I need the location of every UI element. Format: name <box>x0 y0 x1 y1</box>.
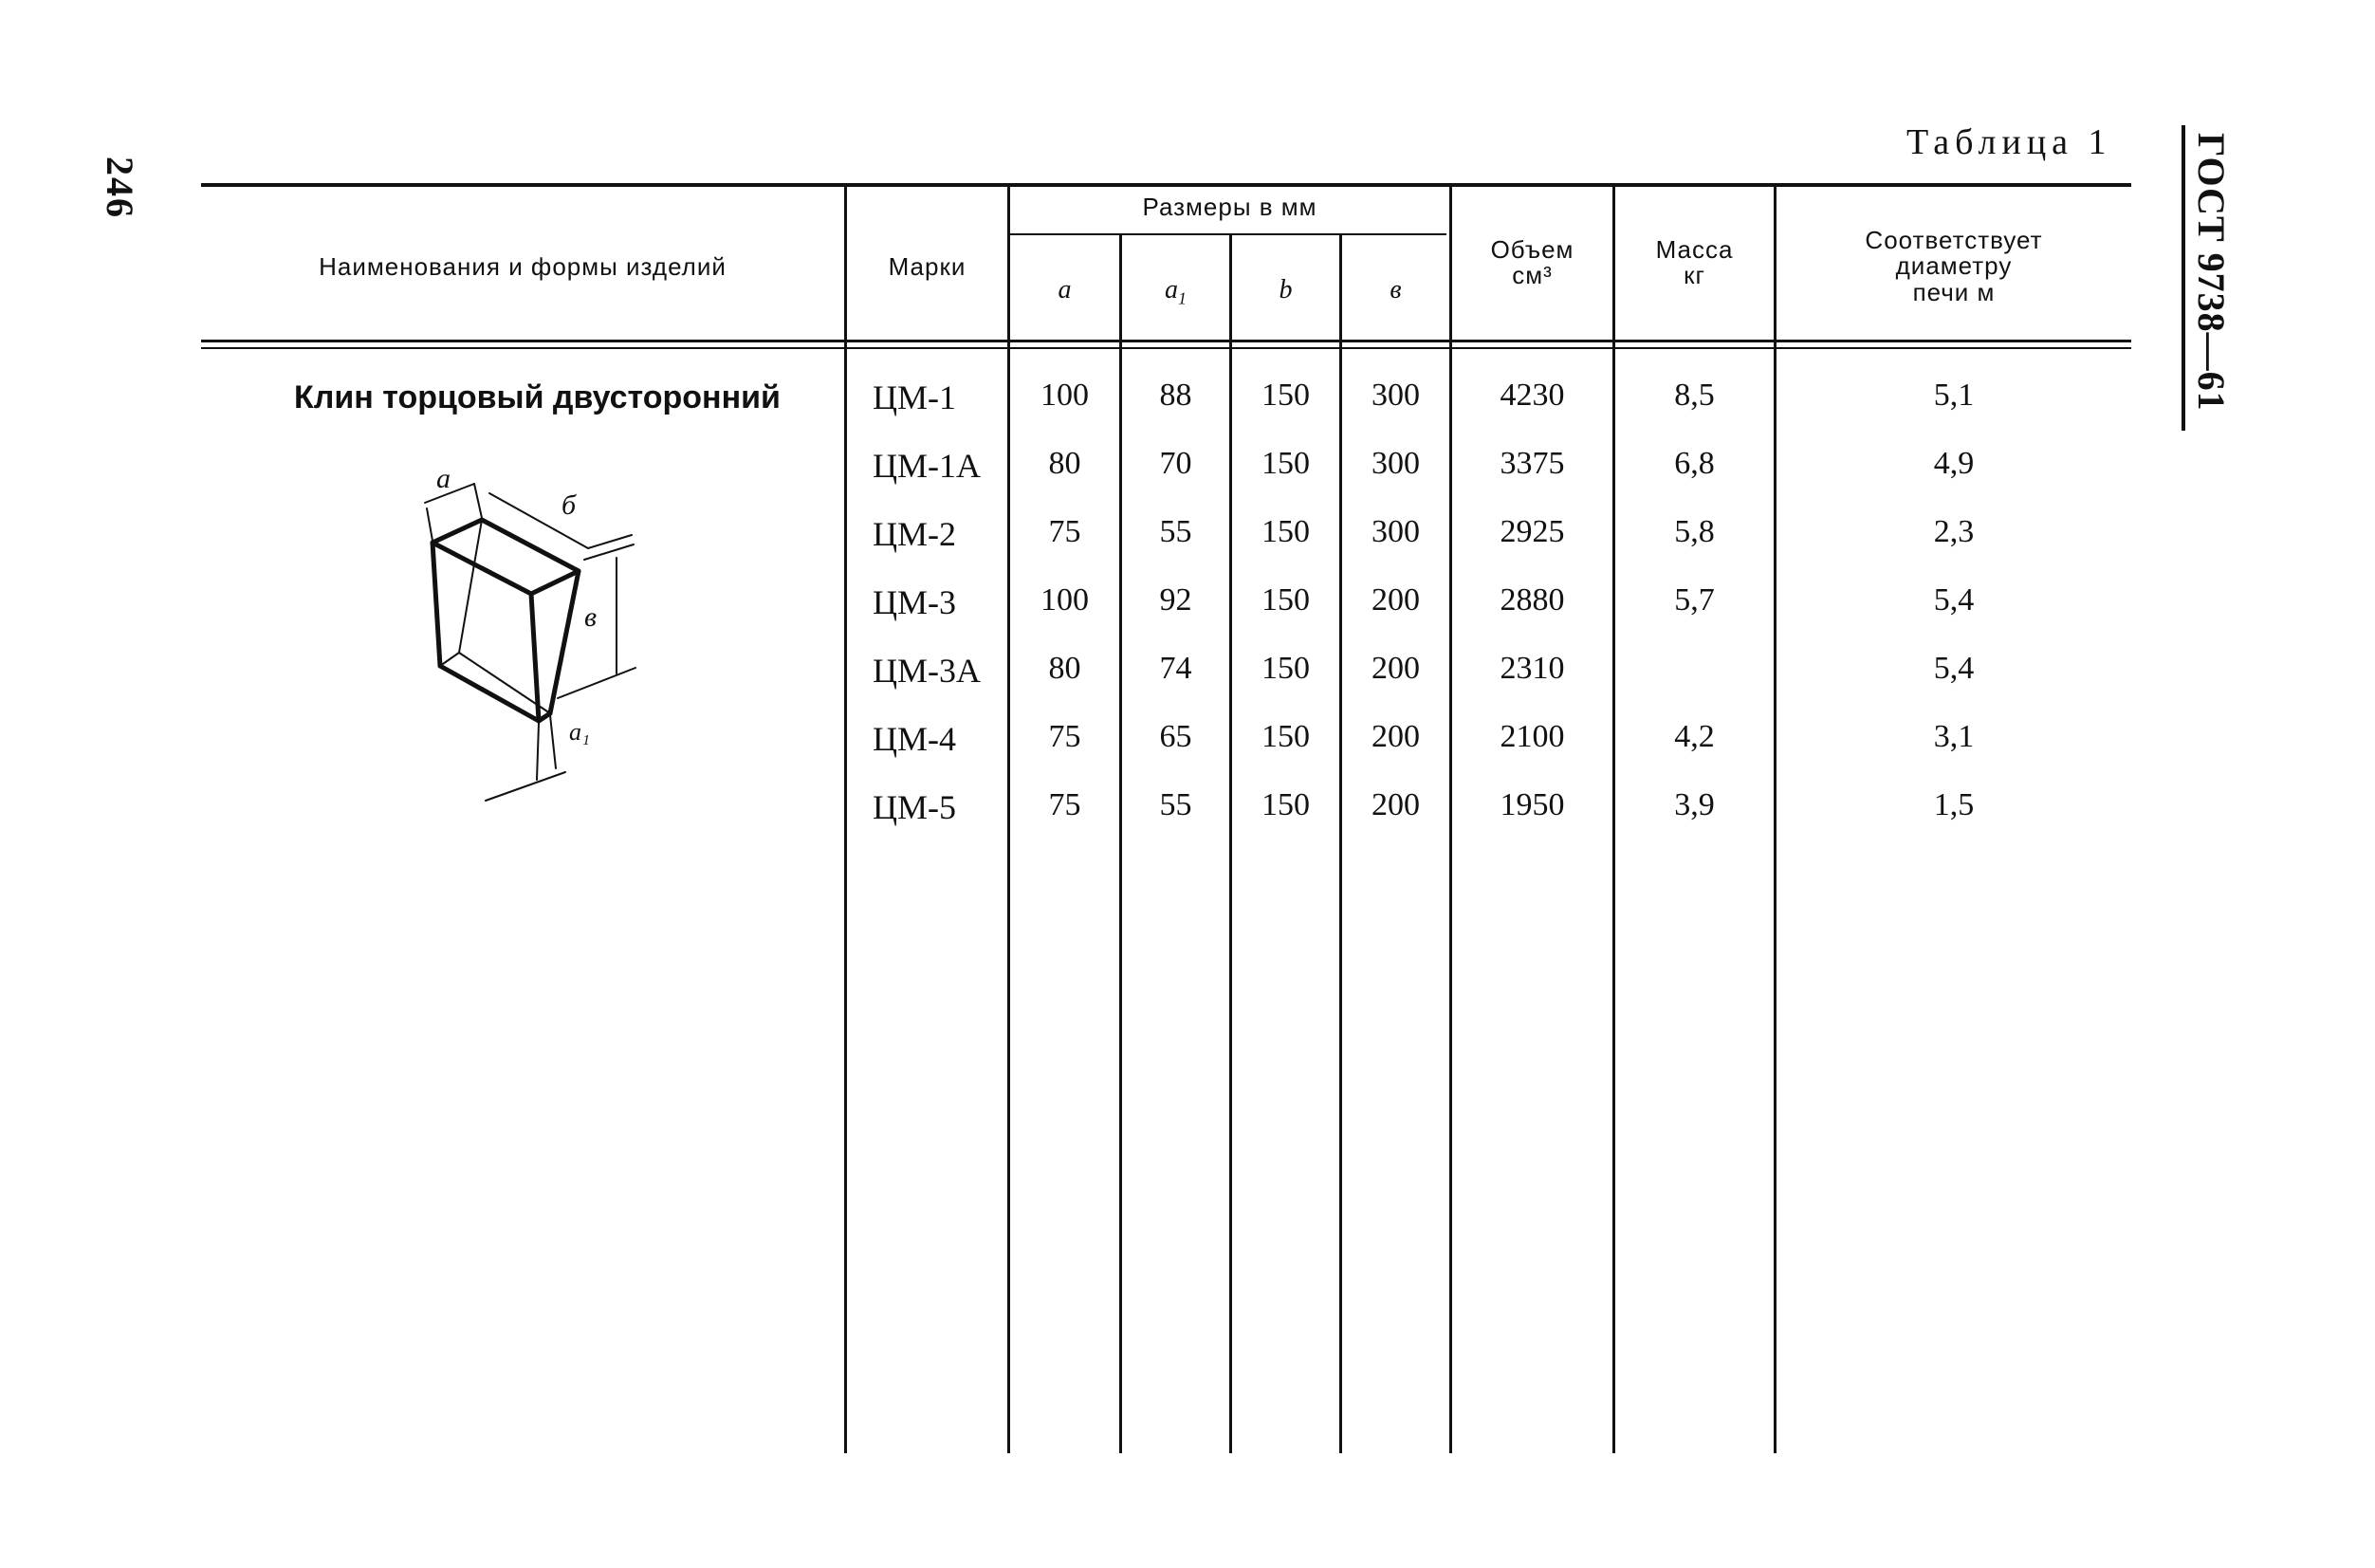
table-caption: Таблица 1 <box>1906 122 2112 162</box>
table-cell-mass: 5,8 <box>1674 514 1715 549</box>
header-bottom-rule-1 <box>201 340 2131 342</box>
header-volume-label: Объем <box>1490 235 1574 264</box>
col-divider-a1 <box>1119 235 1122 1453</box>
table-cell-mass: 5,7 <box>1674 582 1715 618</box>
table-cell-v: 200 <box>1372 719 1420 754</box>
table-cell-b: 150 <box>1261 378 1310 413</box>
col-divider-marks <box>844 187 847 1453</box>
header-v: в <box>1390 275 1402 304</box>
header-mass-unit: кг <box>1684 261 1705 290</box>
header-marks: Марки <box>888 252 967 281</box>
table-cell-volume: 3375 <box>1500 446 1565 481</box>
table-cell-volume: 2310 <box>1500 651 1565 686</box>
header-volume-unit: см³ <box>1512 261 1553 290</box>
table-cell-volume: 2925 <box>1500 514 1565 549</box>
table-cell-mass: 3,9 <box>1674 787 1715 822</box>
header-volume <box>1452 237 1612 289</box>
table-cell-diameter: 1,5 <box>1933 787 1975 822</box>
side-rule <box>2182 125 2185 431</box>
sketch-label-a: a <box>436 463 451 494</box>
table-cell-volume: 1950 <box>1500 787 1565 822</box>
table-cell-diameter: 5,4 <box>1933 651 1975 686</box>
table-cell-b: 150 <box>1261 719 1310 754</box>
table-cell-a: 100 <box>1040 378 1089 413</box>
table-cell-diameter: 4,9 <box>1933 446 1975 481</box>
page-number: 246 <box>99 157 141 219</box>
table-top-rule <box>201 183 2131 187</box>
table-cell-volume: 2100 <box>1500 719 1565 754</box>
table-cell-a1: 55 <box>1159 514 1192 549</box>
standard-title: ГОСТ 9738—61 <box>2190 133 2233 412</box>
table-cell-mark: ЦМ-2 <box>873 515 956 553</box>
table-cell-v: 200 <box>1372 582 1420 618</box>
table-cell-mark: ЦМ-3А <box>873 652 981 690</box>
wedge-brick-sketch <box>398 446 664 825</box>
table-cell-b: 150 <box>1261 582 1310 618</box>
table-cell-mark: ЦМ-4 <box>873 720 956 758</box>
table-cell-b: 150 <box>1261 446 1310 481</box>
table-cell-a: 75 <box>1048 719 1081 754</box>
header-dimensions: Размеры в мм <box>1142 193 1317 221</box>
sketch-label-b: б <box>562 489 577 521</box>
table-cell-volume: 4230 <box>1500 378 1565 413</box>
table-cell-mark: ЦМ-5 <box>873 788 956 826</box>
dimensions-subrule <box>1010 233 1446 235</box>
table-cell-mark: ЦМ-3 <box>873 583 956 621</box>
table-cell-mass: 6,8 <box>1674 446 1715 481</box>
table-cell-diameter: 5,1 <box>1933 378 1975 413</box>
header-diameter: Соответствует диаметру печи м <box>1865 226 2043 306</box>
table-cell-b: 150 <box>1261 787 1310 822</box>
header-mass <box>1615 237 1774 289</box>
table-cell-a: 75 <box>1048 787 1081 822</box>
table-cell-v: 200 <box>1372 651 1420 686</box>
header-bottom-rule-2 <box>201 347 2131 349</box>
table-cell-a1: 74 <box>1159 651 1192 686</box>
table-cell-diameter: 2,3 <box>1933 514 1975 549</box>
table-cell-a1: 55 <box>1159 787 1192 822</box>
table-cell-a: 100 <box>1040 582 1089 618</box>
table-cell-a1: 65 <box>1159 719 1192 754</box>
table-cell-b: 150 <box>1261 651 1310 686</box>
table-cell-a: 80 <box>1048 651 1081 686</box>
col-divider-v <box>1339 235 1342 1453</box>
table-cell-diameter: 3,1 <box>1933 719 1975 754</box>
table-cell-a1: 70 <box>1159 446 1192 481</box>
table-cell-mark: ЦМ-1А <box>873 447 981 485</box>
table-cell-b: 150 <box>1261 514 1310 549</box>
sketch-label-v: в <box>584 601 598 633</box>
table-cell-mass: 8,5 <box>1674 378 1715 413</box>
table-cell-a1: 88 <box>1159 378 1192 413</box>
header-mass-label: Масса <box>1655 235 1734 264</box>
table-cell-v: 200 <box>1372 787 1420 822</box>
header-a1-sub: 1 <box>1178 288 1187 308</box>
sketch-label-a1: a₁ <box>569 718 591 746</box>
table-cell-volume: 2880 <box>1500 582 1565 618</box>
header-a1-letter: a <box>1165 275 1178 304</box>
table-cell-a: 80 <box>1048 446 1081 481</box>
table-cell-v: 300 <box>1372 378 1420 413</box>
table-cell-diameter: 5,4 <box>1933 582 1975 618</box>
header-b: b <box>1279 275 1293 304</box>
table-cell-v: 300 <box>1372 446 1420 481</box>
col-divider-b <box>1229 235 1232 1453</box>
table-cell-mass: 4,2 <box>1674 719 1715 754</box>
table-cell-a1: 92 <box>1159 582 1192 618</box>
table-cell-a: 75 <box>1048 514 1081 549</box>
table-cell-mark: ЦМ-1 <box>873 378 956 416</box>
header-name: Наименования и формы изделий <box>319 252 727 281</box>
table-cell-v: 300 <box>1372 514 1420 549</box>
item-name: Клин торцовый двусторонний <box>294 379 781 415</box>
header-a1 <box>1122 275 1229 309</box>
header-a: a <box>1058 275 1072 304</box>
